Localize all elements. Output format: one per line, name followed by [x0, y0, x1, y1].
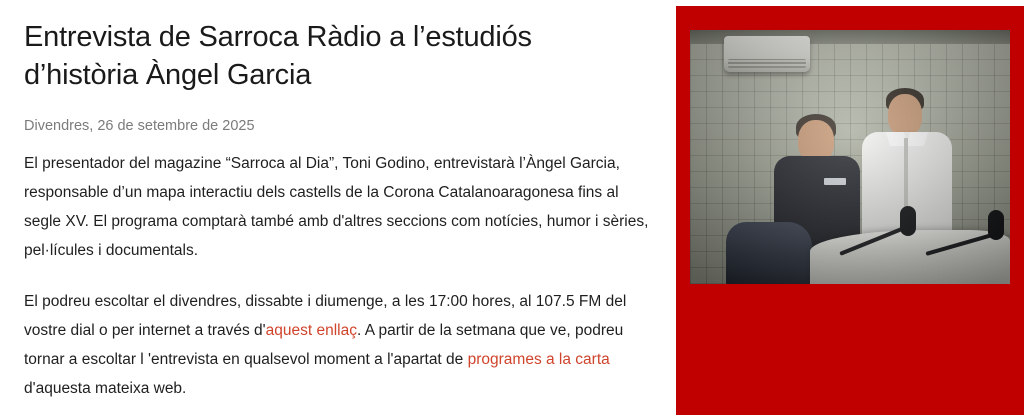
article-date: Divendres, 26 de setembre de 2025	[24, 118, 255, 134]
paragraph-2-text-before-link: El podreu escoltar el divendres, dissabte i diumenge, a les 17:00 hores, al 107.5 FM del vostre dial o per internet a través d'	[24, 293, 627, 339]
article-photo	[690, 30, 1010, 284]
photo-vignette	[690, 30, 1010, 284]
link-programes-a-la-carta[interactable]: programes a la carta	[467, 351, 610, 368]
paragraph-2-text-after-link: d'aquesta mateixa web.	[24, 380, 187, 397]
paragraph-2-text-middle: . A partir de la setmana que ve, podreu tornar a escoltar l 'entrevista en qualsevol moment a l'apartat de	[24, 322, 624, 368]
article-paragraph-1: El presentador del magazine “Sarroca al Dia”, Toni Godino, entrevistarà l’Àngel Garcia, responsable d’un mapa interactiu dels castells de la Corona Catalanoaragonesa fins al segle XV. El programa comptarà també amb d'altres seccions com notícies, humor i sèries, pel·lícules i documentals.	[24, 155, 649, 259]
media-panel	[676, 6, 1024, 415]
article-body	[24, 149, 652, 403]
link-aquest-enllac[interactable]: aquest enllaç	[265, 322, 357, 339]
page-title: Entrevista de Sarroca Ràdio a l’estudiós d’història Àngel Garcia	[24, 21, 532, 91]
article-paragraph-2	[24, 287, 652, 403]
